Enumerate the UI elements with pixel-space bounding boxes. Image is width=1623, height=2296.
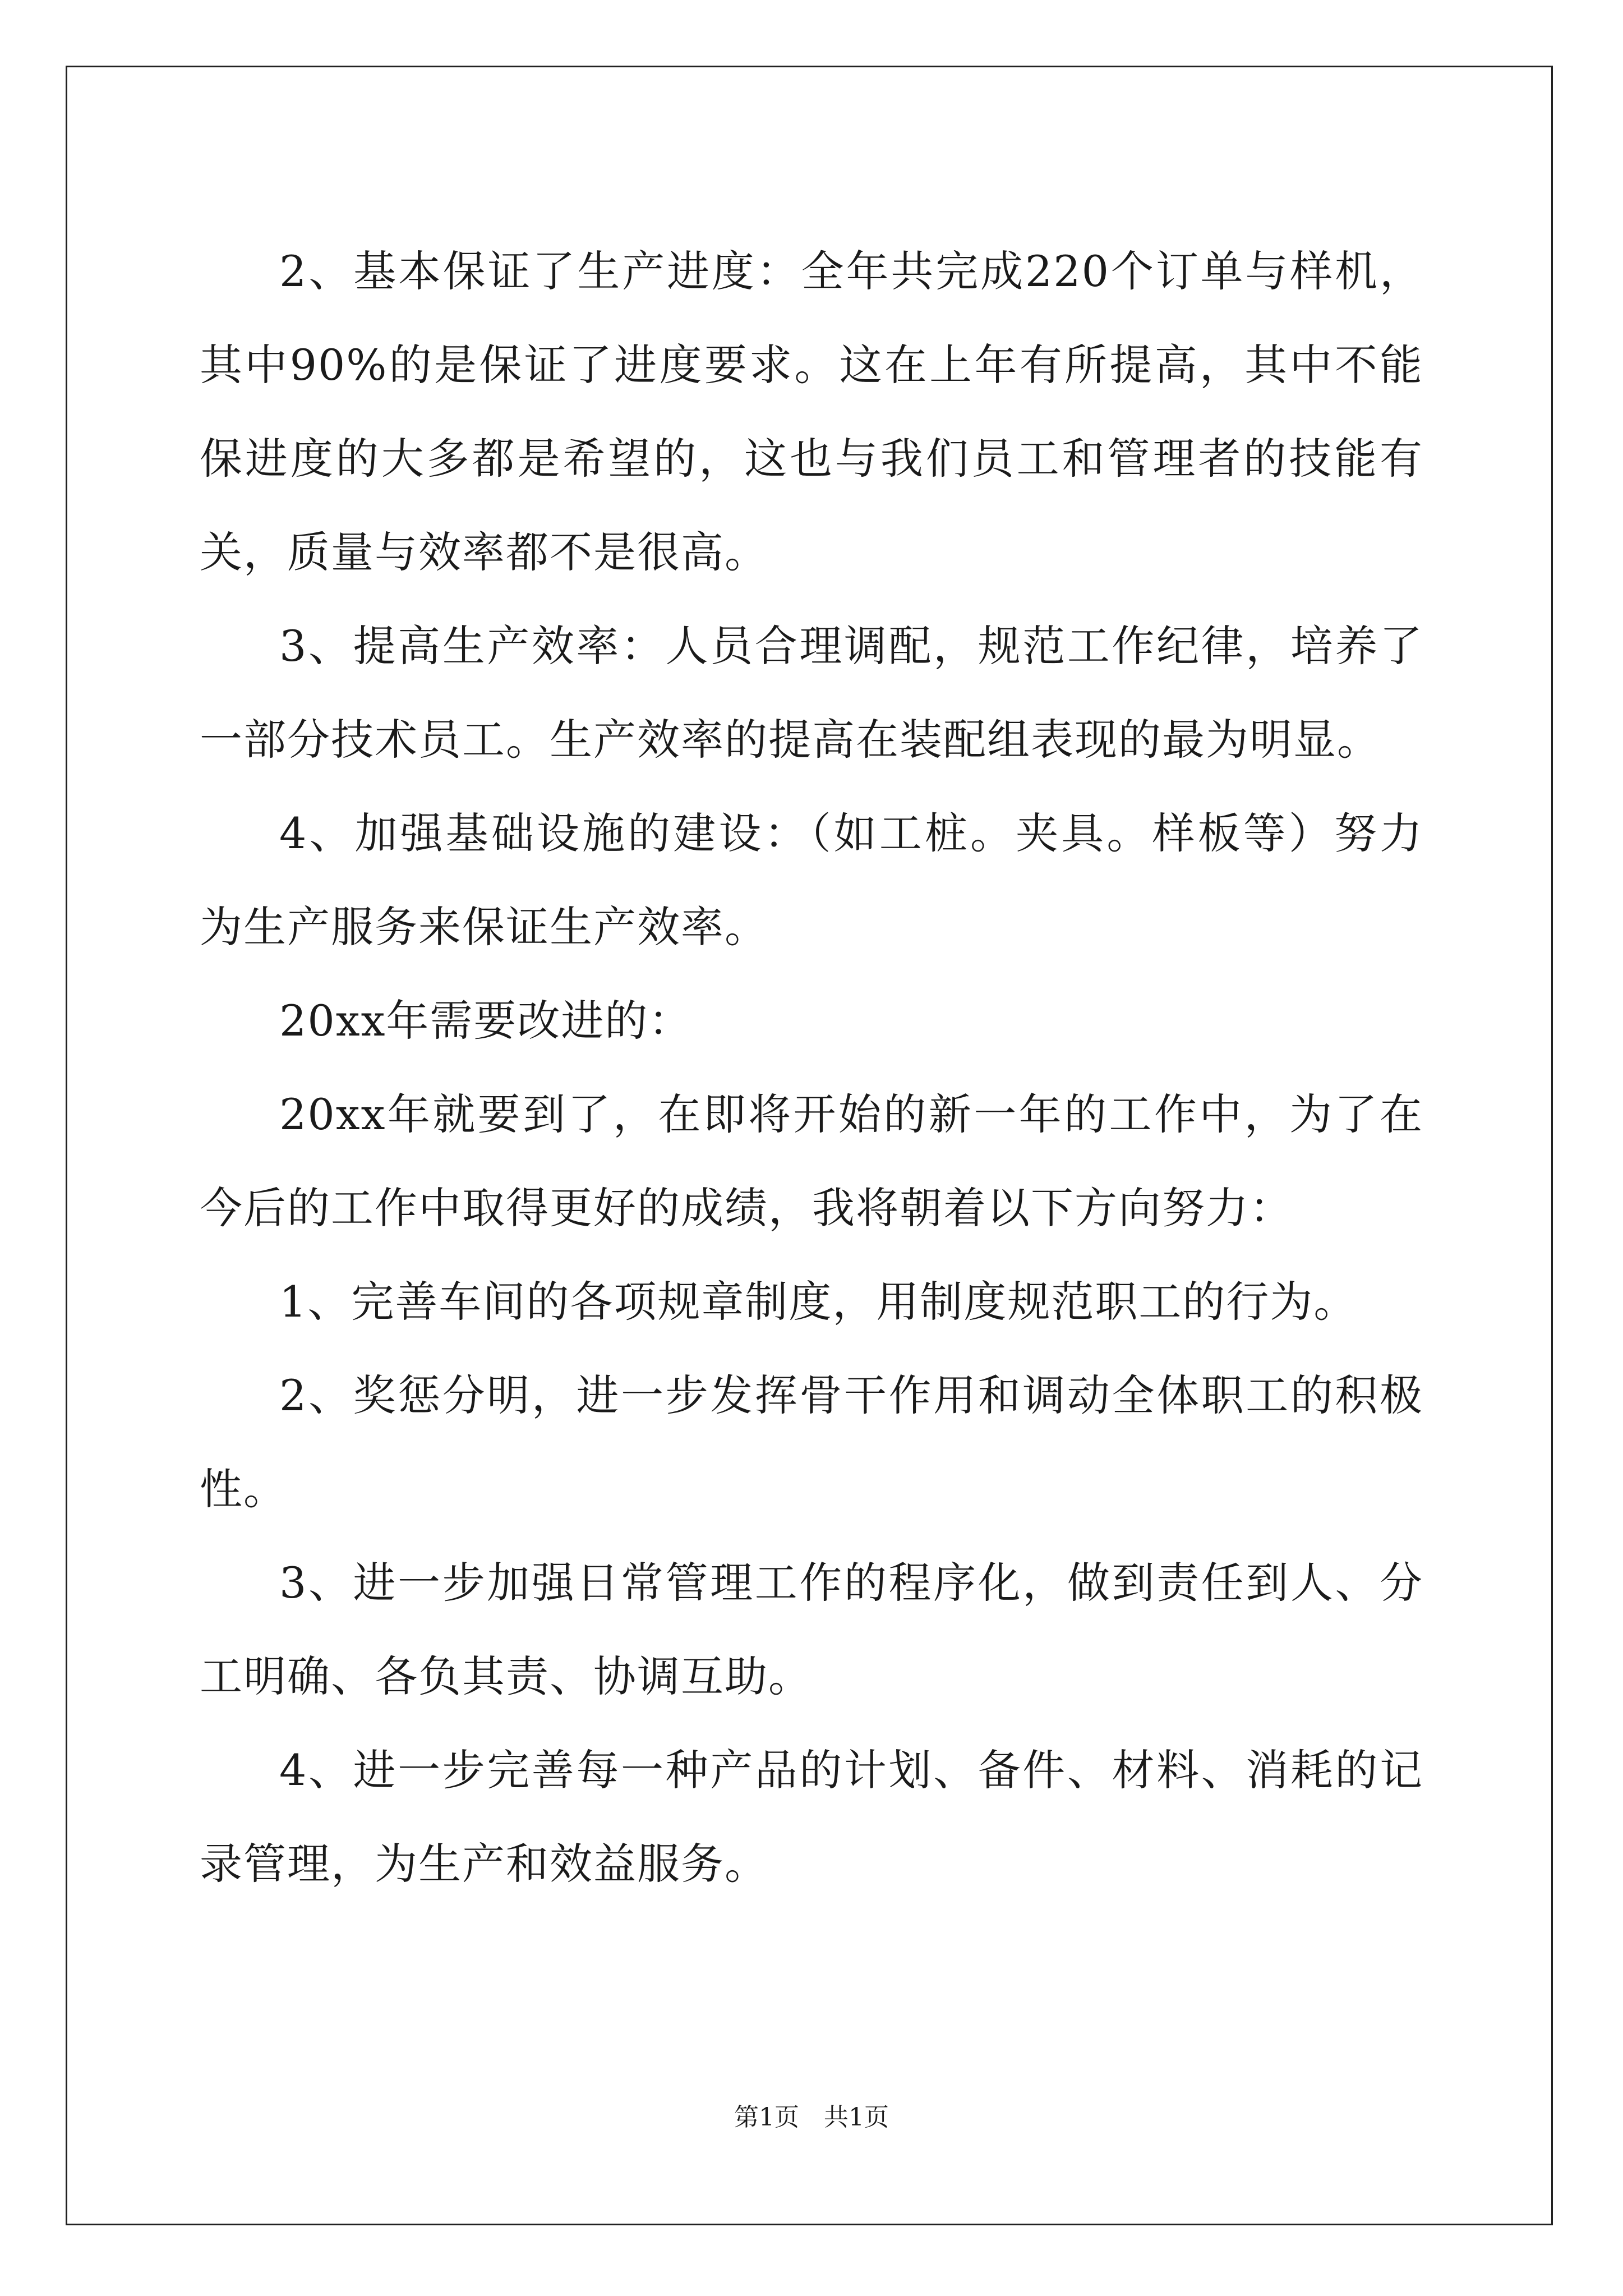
paragraph-item-4: 4、进一步完善每一种产品的计划、备件、材料、消耗的记录管理，为生产和效益服务。 <box>200 1745 1423 1889</box>
paragraph-progress: 2、基本保证了生产进度：全年共完成220个订单与样机，其中90%的是保证了进度要求。这在上年有所提高，其中不能保进度的大多都是希望的，这也与我们员工和管理者的技能有关，质量与效率都不是很高。 <box>200 246 1423 577</box>
paragraph-intro: 20xx年就要到了，在即将开始的新一年的工作中，为了在今后的工作中取得更好的成绩，我将朝着以下方向努力： <box>200 1089 1423 1233</box>
paragraph-improvement-heading: 20xx年需要改进的： <box>279 996 693 1046</box>
paragraph-item-1: 1、完善车间的各项规章制度，用制度规范职工的行为。 <box>279 1277 1358 1327</box>
document-body <box>200 224 1423 1911</box>
paragraph-efficiency: 3、提高生产效率：人员合理调配，规范工作纪律，培养了一部分技术员工。生产效率的提高在装配组表现的最为明显。 <box>200 621 1423 765</box>
paragraph-infrastructure: 4、加强基础设施的建设：（如工桩。夹具。样板等）努力为生产服务来保证生产效率。 <box>200 808 1423 952</box>
paragraph-item-3: 3、进一步加强日常管理工作的程序化，做到责任到人、分工明确、各负其责、协调互助。 <box>200 1558 1423 1701</box>
paragraph-item-2: 2、奖惩分明，进一步发挥骨干作用和调动全体职工的积极性。 <box>200 1370 1423 1514</box>
page-number-footer: 第1页 共1页 <box>734 2103 889 2132</box>
